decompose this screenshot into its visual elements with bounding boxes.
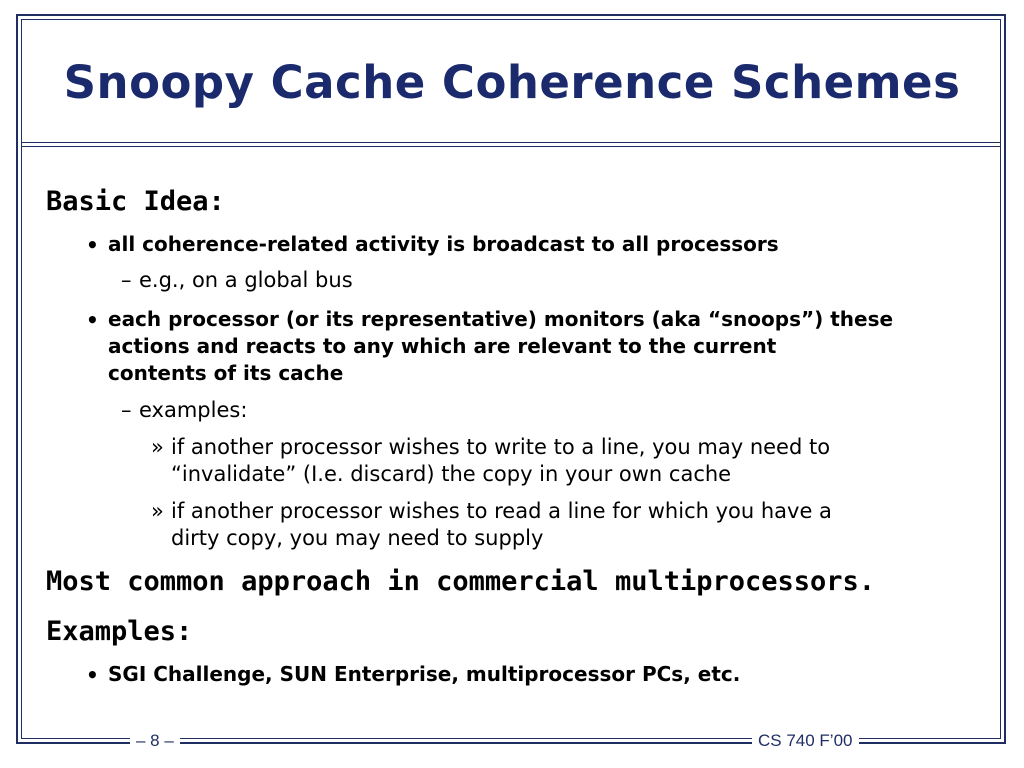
sub-examples: examples: (139, 398, 248, 422)
bullet-snoop-line2: actions and reacts to any which are relevant to the current (108, 334, 777, 358)
example-read-line1: if another processor wishes to read a line for which you have a (171, 499, 832, 523)
heading-examples: Examples: (46, 616, 193, 647)
dash-marker: – (121, 268, 132, 292)
heading-basic-idea: Basic Idea: (46, 186, 225, 217)
raquo-marker: » (151, 435, 164, 459)
raquo-marker: » (151, 499, 164, 523)
bullet-snoop-line1: each processor (or its representative) monitors (aka “snoops”) these (108, 307, 894, 331)
bullet-broadcast: all coherence-related activity is broadcast to all processors (108, 232, 779, 256)
bullet-marker: • (86, 663, 99, 687)
bullet-marker: • (86, 233, 99, 257)
title-divider-top (21, 142, 1001, 143)
example-write-line1: if another processor wishes to write to a line, you may need to (171, 435, 831, 459)
bullet-example-systems: SGI Challenge, SUN Enterprise, multiprocessor PCs, etc. (108, 662, 741, 686)
slide-title: Snoopy Cache Coherence Schemes (63, 56, 961, 109)
title-divider-bottom (21, 146, 1001, 147)
bullet-marker: • (86, 308, 99, 332)
example-read-line2: dirty copy, you may need to supply (171, 526, 544, 550)
bullet-snoop-line3: contents of its cache (108, 361, 344, 385)
page-number: – 8 – (130, 731, 180, 751)
dash-marker: – (121, 398, 132, 422)
common-approach-text: Most common approach in commercial multiprocessors. (46, 566, 876, 597)
course-label: CS 740 F’00 (752, 731, 859, 751)
example-write-line2: “invalidate” (I.e. discard) the copy in your own cache (171, 462, 732, 486)
sub-global-bus: e.g., on a global bus (139, 268, 353, 292)
